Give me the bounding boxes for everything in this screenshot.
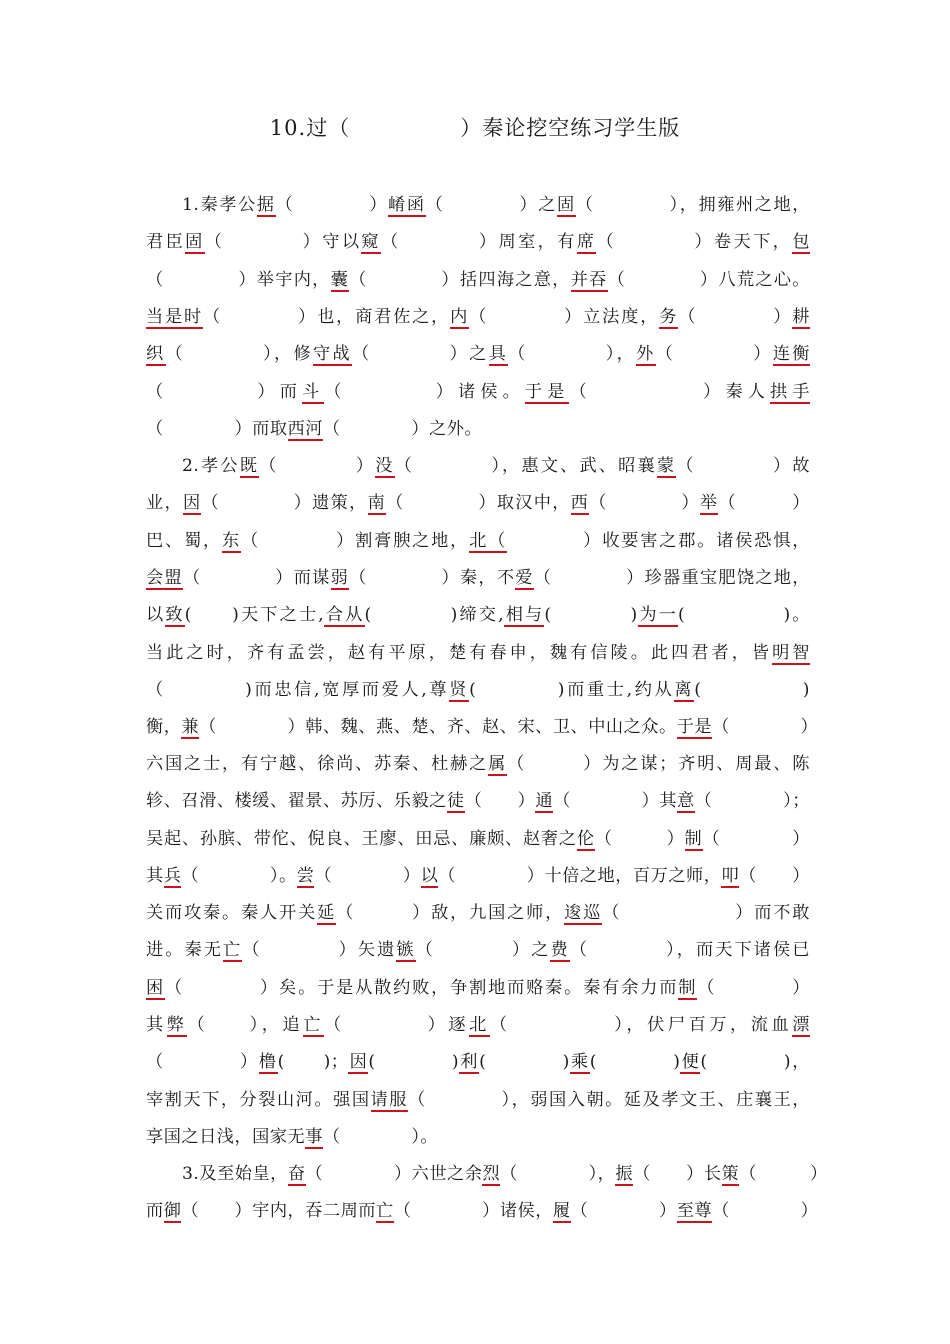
text-segment: （ ） [589,493,700,513]
text-segment: （ ）诸侯。 [324,382,525,402]
text-segment: （ ） [259,456,376,476]
text-line [146,374,810,411]
keyword: 务 [659,307,679,327]
text-segment: （ ），拥雍州之地， [575,195,810,215]
text-line [146,1044,810,1081]
text-segment: （ ）长 [633,1164,722,1184]
keyword: 囊 [330,270,350,290]
text-segment: ( ) [589,1052,681,1072]
text-segment: （ ）也，商君佐之， [203,307,451,327]
text-line [146,485,810,522]
text-segment: 其 [146,866,164,886]
keyword: 叩 [721,866,740,886]
text-segment: （ ）而取 [146,419,288,439]
keyword: 相与 [504,605,545,625]
text-segment: （ )而忠信,宽厚而爱人,尊 [146,680,450,700]
keyword: 至尊 [676,1201,713,1221]
text-line [146,635,810,672]
keyword: 漂 [792,1015,810,1035]
text-segment: （ ） [146,1052,259,1072]
text-segment: ( )缔交, [364,605,505,625]
text-segment: （ ）而谋 [182,568,331,588]
keyword: 御 [163,1201,182,1221]
text-line [146,1119,810,1156]
keyword: 既 [239,456,260,476]
keyword: 便 [680,1052,701,1072]
text-segment: 1.秦孝公 [182,195,257,215]
keyword: 固 [556,195,576,215]
text-segment: （ ），修 [165,344,314,364]
keyword: 于是 [524,382,570,402]
keyword: 斗 [302,382,325,402]
keyword: 弊 [166,1015,188,1035]
text-line [146,224,810,261]
text-segment: 当此之时，齐有孟尝，赵有平原，楚有春申，魏有信陵。此四君者，皆 [146,643,773,663]
keyword: 伦 [576,829,595,849]
text-segment: （ ），弱国入朝。延及孝文王、庄襄王， [407,1090,810,1110]
text-segment: （ ） [594,829,685,849]
text-segment: 3.及至始皇， [182,1164,288,1184]
text-segment: （ ）珍器重宝肥饶之地， [533,568,810,588]
text-segment: 而 [146,1201,164,1221]
text-line [146,783,810,820]
keyword: 贤 [449,680,470,700]
text-segment: ( ) [544,605,638,625]
keyword: 意 [676,791,695,811]
keyword: 据 [256,195,276,215]
text-line [146,523,810,560]
text-segment: （ ）敌，九国之师， [336,903,565,923]
keyword: 拱手 [770,382,810,402]
keyword: 延 [317,903,337,923]
text-segment: （ ），伏尸百万，流血 [489,1015,793,1035]
text-segment: 其 [146,1015,167,1035]
keyword: 因 [348,1052,369,1072]
keyword: 北（ [469,531,508,551]
text-segment: （ ）矣。于是从散约败，争割地而赂秦。秦有余力而 [165,978,679,998]
text-segment: （ ）秦人 [569,382,770,402]
text-line [146,895,810,932]
text-segment: （ ） [712,717,819,737]
text-segment: （ ）括四海之意， [349,270,571,290]
text-segment: （ ）卷天下， [596,232,793,252]
text-line [146,1007,810,1044]
text-segment: （ ）， [508,344,637,364]
keyword: 振 [615,1164,634,1184]
text-line [146,1193,819,1230]
text-segment: （ ）。 [322,1127,439,1147]
text-segment: （ ）十倍之地，百万之师， [438,866,722,886]
text-segment: 君臣 [146,232,186,252]
text-segment: （ ）宇内，吞二周而 [181,1201,376,1221]
text-segment: （ ），而天下诸侯已 [569,940,810,960]
keyword: 连衡 [772,344,810,364]
text-segment: （ ） [464,791,536,811]
text-segment: 六国之士，有宁越、徐尚、苏秦、杜赫之 [146,754,489,774]
text-line [146,970,810,1007]
text-segment: （ ） [702,829,810,849]
text-segment: （ ）诸侯， [393,1201,553,1221]
keyword: 崤函 [388,195,426,215]
text-line [146,411,810,448]
text-segment: （ ）之 [352,344,489,364]
text-line [146,262,810,299]
keyword: 事 [305,1127,323,1147]
text-segment: 关而攻秦。秦人开关 [146,903,318,923]
keyword: 为一 [637,605,678,625]
text-segment: （ ） [739,866,810,886]
text-line [146,560,810,597]
text-segment: （ ）之 [415,940,551,960]
keyword: 守战 [313,344,353,364]
keyword: 镞 [396,940,416,960]
keyword: 以 [420,866,439,886]
text-segment: （ ） [739,1164,828,1184]
keyword: 费 [550,940,570,960]
keyword: 亡 [223,940,243,960]
keyword: 会盟 [146,568,183,588]
keyword: 席 [576,232,597,252]
keyword: 通 [535,791,554,811]
keyword: 于是 [676,717,713,737]
text-segment: （ ）为之谋；齐明、周最、陈 [507,754,810,774]
text-segment: 2.孝公 [182,456,240,476]
keyword: 制 [678,978,698,998]
keyword: 没 [375,456,395,476]
keyword: 请服 [370,1090,408,1110]
text-segment: （ ）故 [676,456,810,476]
text-segment: （ ）逐 [324,1015,470,1035]
text-line [146,187,810,224]
text-segment: （ ）而不敢 [602,903,810,923]
text-segment: 宰割天下，分裂山河。强国 [146,1090,371,1110]
text-line [146,746,810,783]
text-line [146,299,810,336]
text-segment: ( )天下之士, [184,605,325,625]
text-line [146,932,810,969]
keyword: 当是时 [146,307,204,327]
text-line [146,597,810,634]
text-segment: （ ）八荒之心。 [607,270,810,290]
document-title: 10.过（ ）秦论挖空练习学生版 [269,116,681,140]
keyword: 织 [146,344,166,364]
text-segment: （ ）韩、魏、燕、楚、齐、赵、宋、卫、中山之众。 [199,717,677,737]
keyword: 包 [792,232,810,252]
text-segment: （ ）举宇内， [146,270,331,290]
text-segment: （ ） [697,978,810,998]
keyword: 履 [552,1201,571,1221]
text-line [146,1082,810,1119]
keyword: 兵 [163,866,182,886]
text-segment: （ ） [275,195,389,215]
text-segment: （ ） [570,1201,677,1221]
keyword: 尝 [296,866,315,886]
text-segment: （ ）秦，不 [349,568,516,588]
keyword: 弱 [330,568,350,588]
text-segment: 进。秦无 [146,940,224,960]
text-segment: 业， [146,493,183,513]
text-segment: 巴、蜀， [146,531,223,551]
text-segment: （ ） [718,493,810,513]
text-segment: ( ) [479,1052,570,1072]
keyword: 内 [450,307,470,327]
keyword: 因 [182,493,202,513]
keyword: 橹 [258,1052,278,1072]
text-segment: （ ）其 [553,791,677,811]
text-line [146,709,819,746]
keyword: 奋 [287,1164,306,1184]
text-segment: ( )。 [678,605,810,625]
text-segment: 以 [146,605,166,625]
text-segment: 吴起、孙膑、带佗、倪良、王廖、田忌、廉颇、赵奢之 [146,829,577,849]
text-segment: （ ） [655,344,773,364]
keyword: 西河 [287,419,323,439]
text-segment: （ ）， [500,1164,616,1184]
text-line [146,336,810,373]
text-segment: （ ）遗策， [201,493,368,513]
keyword: 明智 [772,643,810,663]
keyword: 策 [721,1164,740,1184]
text-segment: （ ）而 [146,382,302,402]
text-segment: ( ) [368,1052,460,1072]
text-segment: （ ），追 [187,1015,304,1035]
keyword: 西 [570,493,590,513]
keyword: 兼 [181,717,200,737]
keyword: 并吞 [570,270,608,290]
keyword: 致 [165,605,185,625]
keyword: 亡 [303,1015,324,1035]
keyword: 困 [146,978,166,998]
keyword: 逡巡 [564,903,603,923]
keyword: 举 [699,493,719,513]
text-segment: （ ） [678,307,793,327]
text-segment: ）收要害之郡。诸侯恐惧， [507,531,810,551]
text-segment: （ ） [712,1201,819,1221]
text-segment: ( )， [700,1052,810,1072]
text-segment: （ ）取汉中， [386,493,571,513]
text-segment: （ ）守以 [204,232,362,252]
text-segment: （ ）割膏腴之地， [241,531,470,551]
text-line [146,448,810,485]
keyword: 制 [684,829,703,849]
keyword: 东 [222,531,242,551]
keyword: 南 [367,493,387,513]
text-line [146,1156,828,1193]
text-segment: （ ）之外。 [322,419,483,439]
text-segment: （ ）矢遗 [242,940,397,960]
keyword: 具 [488,344,509,364]
keyword: 离 [674,680,695,700]
text-segment: ( ) [694,680,810,700]
text-segment: （ ）立法度， [469,307,660,327]
text-segment: （ ）。 [181,866,297,886]
keyword: 乘 [569,1052,590,1072]
text-segment: 享国之日浅，国家无 [146,1127,306,1147]
keyword: 属 [488,754,508,774]
keyword: 固 [185,232,205,252]
text-segment: （ ）六世之余 [305,1164,483,1184]
keyword: 蒙 [656,456,677,476]
keyword: 亡 [375,1201,394,1221]
keyword: 爱 [515,568,534,588]
text-line [146,821,810,858]
keyword: 徒 [446,791,465,811]
text-segment: 衡， [146,717,182,737]
text-segment: （ ）； [694,791,810,811]
text-segment: （ ），惠文、武、昭襄 [394,456,657,476]
text-segment: （ ） [314,866,421,886]
keyword: 北 [469,1015,490,1035]
text-segment: 轸、召滑、楼缓、翟景、苏厉、乐毅之 [146,791,447,811]
text-line [146,858,810,895]
keyword: 利 [459,1052,480,1072]
keyword: 窥 [361,232,382,252]
keyword: 外 [636,344,656,364]
text-segment: （ ）周室，有 [381,232,577,252]
keyword: 合从 [324,605,365,625]
text-segment: ( )而重士,约从 [469,680,675,700]
keyword: 烈 [482,1164,501,1184]
text-segment: ( )； [277,1052,349,1072]
keyword: 耕 [792,307,810,327]
text-line [146,672,810,709]
text-segment: （ ）之 [425,195,557,215]
